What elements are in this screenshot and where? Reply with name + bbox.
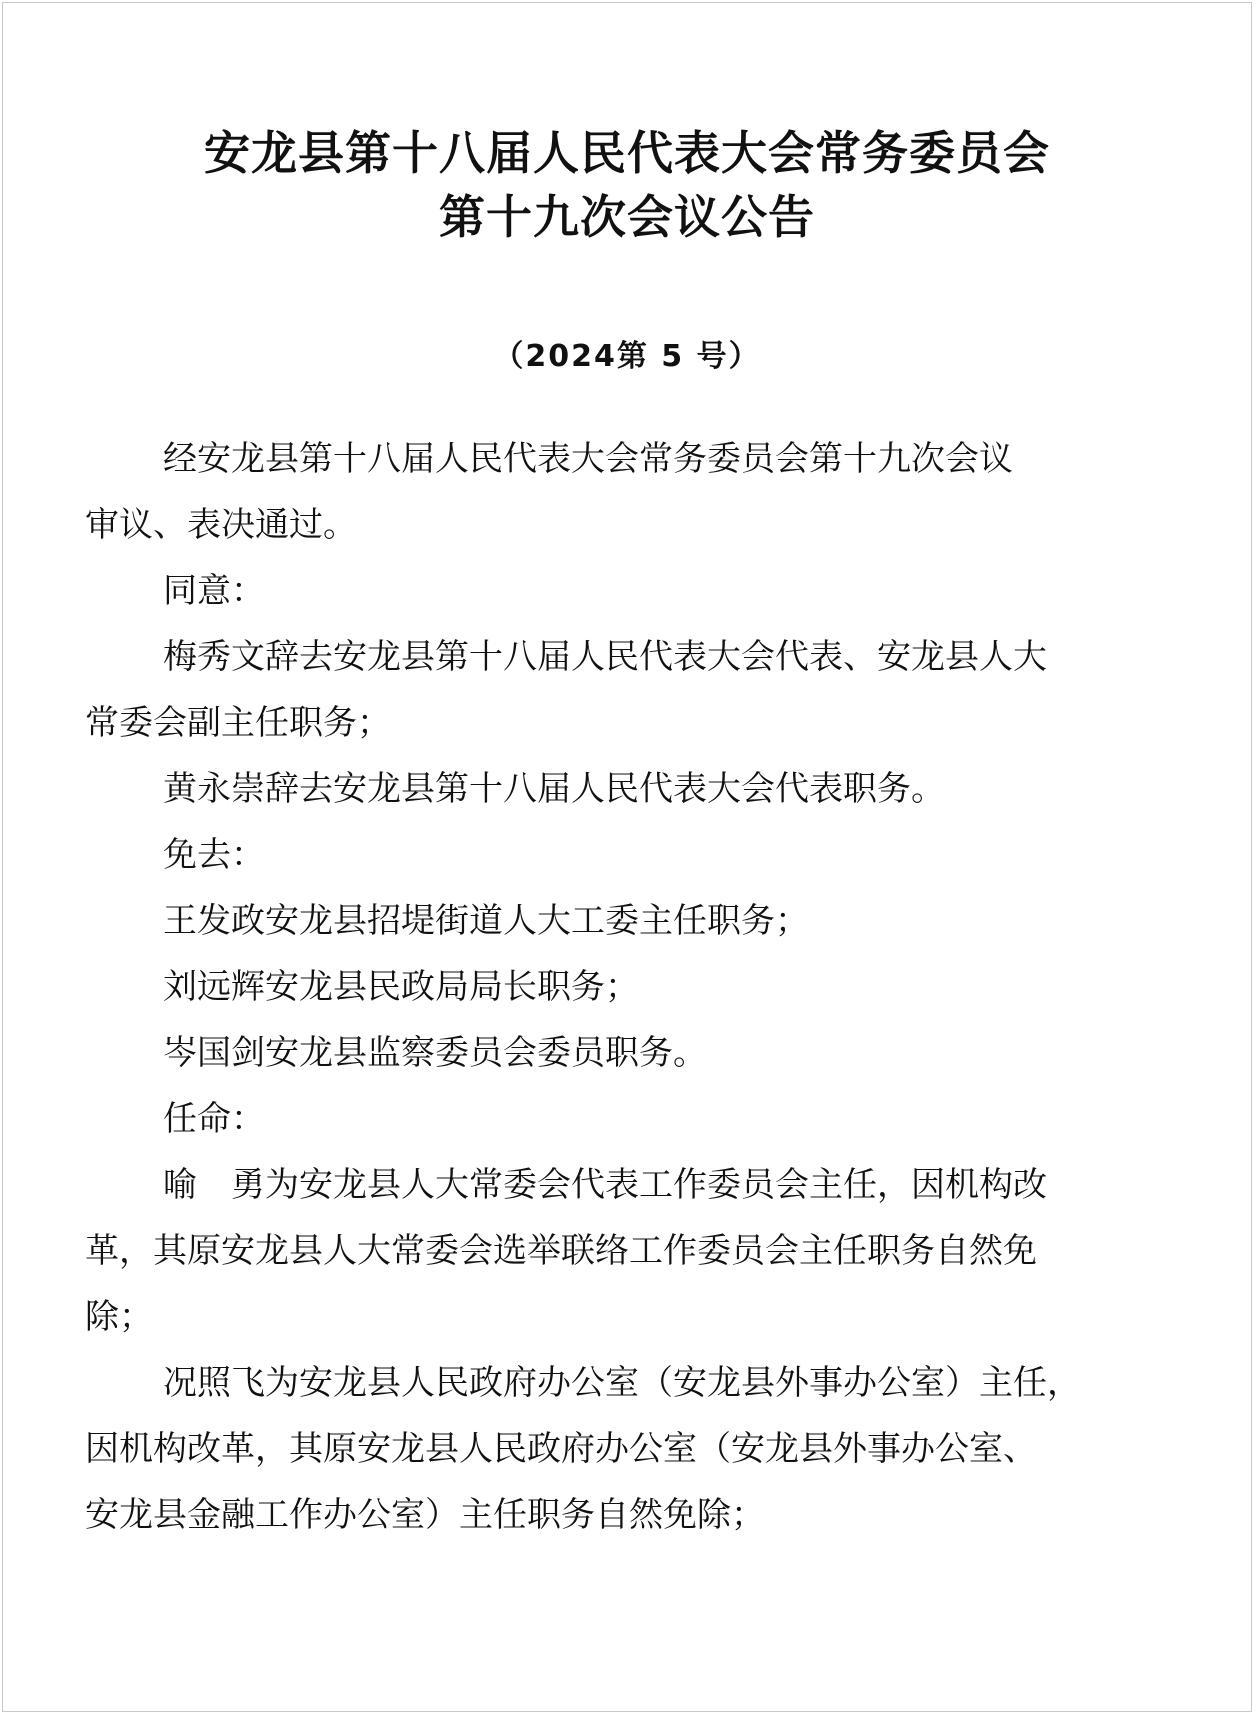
body-line: 审议、表决通过。 [85, 505, 357, 545]
body-line: 王发政安龙县招堤街道人大工委主任职务； [163, 901, 809, 941]
section-heading-agree: 同意： [163, 571, 265, 611]
section-heading-remove: 免去： [163, 835, 265, 875]
announcement-title-line-1: 安龙县第十八届人民代表大会常务委员会 [204, 126, 1050, 180]
body-line: 除； [85, 1297, 153, 1337]
body-line: 黄永崇辞去安龙县第十八届人民代表大会代表职务。 [163, 769, 945, 809]
body-line: 安龙县金融工作办公室）主任职务自然免除； [85, 1495, 765, 1535]
body-line: 梅秀文辞去安龙县第十八届人民代表大会代表、安龙县人大 [163, 637, 1047, 677]
announcement-title-line-2: 第十九次会议公告 [439, 190, 815, 244]
body-line: 况照飞为安龙县人民政府办公室（安龙县外事办公室）主任， [163, 1363, 1081, 1403]
section-heading-appoint: 任命： [163, 1099, 265, 1139]
body-line: 常委会副主任职务； [85, 703, 391, 743]
body-line: 刘远辉安龙县民政局局长职务； [163, 967, 639, 1007]
body-line: 岑国剑安龙县监察委员会委员职务。 [163, 1033, 707, 1073]
body-line: 喻 勇为安龙县人大常委会代表工作委员会主任，因机构改 [163, 1165, 1047, 1205]
body-line: 革，其原安龙县人大常委会选举联络工作委员会主任职务自然免 [85, 1231, 1037, 1271]
body-line: 经安龙县第十八届人民代表大会常务委员会第十九次会议 [163, 439, 1013, 479]
document-number: （2024第 5 号） [493, 339, 761, 374]
document-page [2, 2, 1252, 1712]
body-line: 因机构改革，其原安龙县人民政府办公室（安龙县外事办公室、 [85, 1429, 1037, 1469]
